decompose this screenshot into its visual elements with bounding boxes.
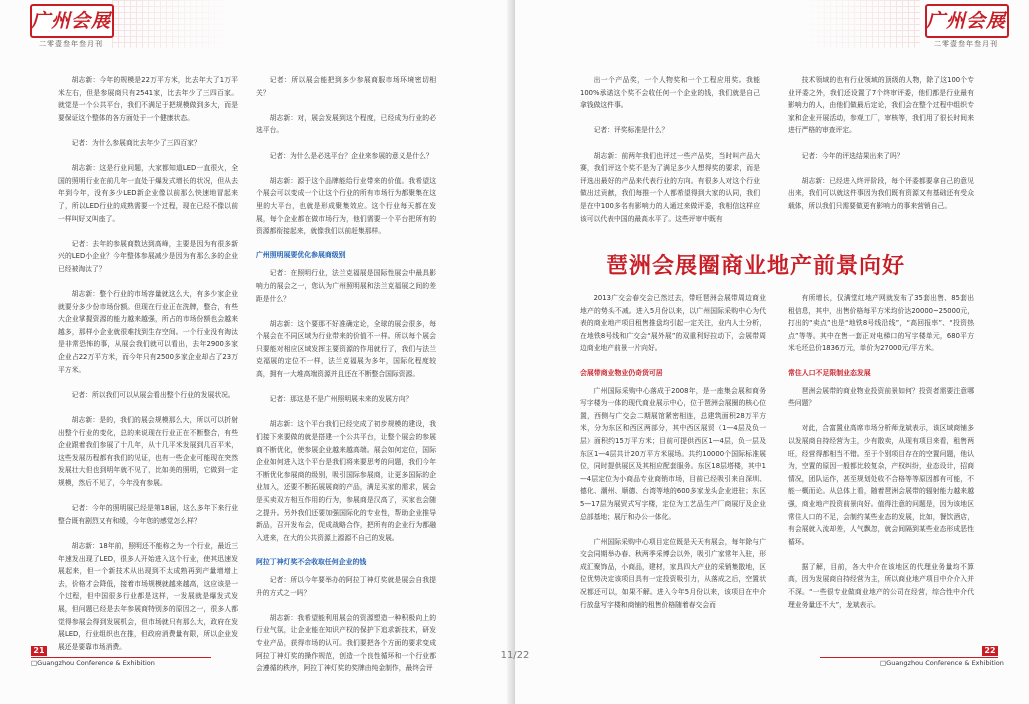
logo-text-right: 广州会展 [925, 10, 1006, 32]
article-paragraph: 记者：今年的评选结果出来了吗？ [801, 151, 904, 160]
article-paragraph: 胡志新：整个行业的市场容量就这么大，有多少家企业就要分多少份市场份额。但现在行业正在洗牌，整合，有些大企业掌握资源的能力越来越强，所占的市场份额也会越来越多，那样小企业就很难找到生存空间。一个行业没有淘汰是非常恐怖的事，从展会我们就可以看出，去年2900多家企业占22万平方米，而今年只有2500多家企业却占了23万平方米。 [58, 290, 238, 374]
article-paragraph: 记者：所以我们可以从展会看出整个行业的发展状况。 [71, 390, 235, 399]
article-paragraph: 记者：那这是不是广州照明展未来的发展方向？ [269, 395, 413, 404]
magazine-logo-right [925, 4, 1007, 50]
article-paragraph: 记者：所以展会能把到多少参展商服市场环境密切相关？ [256, 76, 436, 97]
article-paragraph: 记者：所以今年要举办的阿拉丁神灯奖就是展会自我提升的方式之一吗？ [256, 575, 436, 597]
page-number-right: 22 [982, 646, 998, 656]
article-paragraph: 胡志新：这个要那不好准确定论，全球的展会很多，每个展会在不同区域为行业带来的价值不一样。所以每个展会只要能对相应区域发挥主要资源的作用就行了，我们与法兰克福展的定位不一样，法兰克福展为多年，国际化程度较高，拥有一大堆高端资源并且还在不断整合国际资源。 [256, 319, 436, 379]
article-title: 琶洲会展圈商业地产前景向好 [606, 253, 906, 279]
header-grid-pattern [112, 0, 232, 48]
logo-subtitle-right: 二零壹叁年叁月刊 [934, 40, 998, 48]
article-paragraph: 有所增长，仅满堂红地产网就发布了35套出售、85套出租信息，其中，出售价格每平方米均价达20000~25000元，打出的“卖点”也是“地铁8号线沿线”，“高回报率”、“投资热点”等等。其中在售一套正对电梯口的写字楼单元，680平方米毛坯总价1836万元，单价为27000元/平方米。 [788, 294, 974, 353]
text-column-4-top [788, 74, 974, 224]
article-paragraph: 广州国际采购中心项目定位既是天天有展会，每年除与广交会同期举办春、秋两季采博会以外，吸引广家常年入驻，形成汇聚饰品，小商品，建材，家具四大产业的采销集散地，区位优势决定该项目具有一定投资吸引力，从落成之后，空置状况都还可以，如果不解。进入今年5月份以来，该项目在中介行放盘写字楼和商铺的租售价格随着春交会而 [580, 537, 766, 609]
article-paragraph: 记者：为什么参展商比去年少了三四百家？ [71, 138, 201, 147]
article-paragraph: 记者：评奖标准是什么？ [593, 126, 669, 135]
section-subheading: 阿拉丁神灯奖不会收取任何企业的钱 [256, 557, 367, 566]
article-paragraph: 广州国际采购中心落成于2008年，是一座集会展和商务写字楼为一体的现代商业展示中心，位于琶洲会展圈的核心位置，西侧与广交会二期展馆紧密相连，总建筑面积28万平方米，分为东区和西区两部分，其中西区展贸（1—4层及负一层）面积约15万平方米；目前可提供西区1—4层，负一层及东区1—4层共计20万平方米展场。共约10000个国际标准展位，同时提供展区及其相应配套服务。东区18层塔楼，其中1—4层定位为小商品专业商销市场，目前已经吸引来自深圳、德化、潮州、顺德、台湾等地的600多家龙头企业进驻；东区5—17层为展贸式写字楼，定位为工艺品生产厂商展厅及企业总部基地；展厅和办公一体化。 [580, 386, 766, 521]
footer-magazine-name-right: □Guangzhou Conference & Exhibition [880, 659, 1004, 667]
article-paragraph: 技术领域的也有行业领域的顶级的人物，除了这100个专业评委之外，我们还设置了7个终审评委，他们都是行业最有影响力的人，由他们做最后定论，我们会在整个过程中组织专家和企业开展活动，参观工厂，审核等，我们用了很长时间来进行严格的审查评定。 [788, 76, 974, 135]
header-grid-pattern-right [800, 0, 920, 48]
text-column-3-lower [580, 292, 766, 632]
article-paragraph: 琶洲会展带的商业物业投资前景如何？投资者需要注意哪些问题？ [788, 386, 974, 408]
article-paragraph: 胡志新：18年前，照明还不能称之为一个行业，最近三年速发出现了LED，很多人开始进入这个行业，使其迅速发展起来，但一个新技术从出现到不太成熟再到产量增增上去，价格才会降低，接着市场规模就越来越高，这应该是一个过程，但中国很多行业都是这样，一发展就是爆发式发展，但问题已经是去年参展商特别多的原因之一，很多人都觉得参展会得到发展机会，但市场就只有那么大，政府在发展LED，行业组织也在推，但政府消费量有限，所以企业发展还是要靠市场消费。 [58, 541, 238, 651]
page-number-left: 21 [31, 646, 47, 656]
footer-magazine-name-left-text: Guangzhou Conference & Exhibition [37, 659, 155, 667]
article-paragraph: 记者：今年的照明展已经是第18届，这么多年下来行业整合既有剧烈又有和缓，今年您的感觉怎么样？ [58, 504, 238, 525]
article-paragraph: 胡志新：源于这个品牌能给行业带来的价值。我希望这个展会可以变成一个让这个行业的所有市场行为都聚集在这里的大平台，也就是形成聚集效应。这个行业每天都在发展，每个企业都在做市场行为，他们需要一个平台把所有的资源都衔接起来，就像我们以前赶集那样。 [256, 176, 436, 236]
text-column-3-top [580, 74, 760, 224]
article-paragraph: 胡志新：已经进入终评阶段，每个评委都要拿自己的意见出来，我们可以就这件事因为我们既有资源又有基础还有受众载体，所以我们只需要做更有影响力的事来营销自己。 [788, 176, 974, 210]
section-subheading: 广州照明展要优化参展商级别 [256, 251, 346, 260]
article-paragraph: 胡志新：这是行业问题，大家都知道LED一直很火，全国的照明行业在前几年一直处于爆发式增长的状况，但从去年到今年，没有多少LED新企业像以前那么快速地冒起来了，所以LED行业的成熟需要一个过程，现在已经不像以前一样叫好又叫座了。 [58, 164, 238, 223]
footer-magazine-name-left: □Guangzhou Conference & Exhibition [31, 659, 155, 667]
article-paragraph: 记者：在照明行业，法兰克福展是国际性展会中最具影响力的展会之一，您认为广州照明展和法兰克福展之间的差距是什么？ [256, 269, 436, 303]
logo-text: 广州会展 [30, 10, 111, 32]
footer-rule-right [820, 657, 998, 658]
section-subheading: 常住人口不足限制业态发展 [788, 368, 871, 377]
footer-rule-left [31, 657, 211, 658]
article-paragraph: 胡志新：这个平台我们已经完成了初步规模的建设，我们接下来要做的就是搭建一个公共平台，让整个展会的参展商不断优化，使参展企业越来越高端。展会如何定位，国际企业如何进入这个平台是我们将来要思考的问题，我们今年不断优化参展商的级别，吸引国际参展商，让更多国际的企业加入，还要不断拓展展商的产品，满足买家的需求，展会是买卖双方相互作用的行为，参展商是汉高了，买家也会随之提升。另外我们还要加强国际化的专业性，帮助企业推导新品，召开发布会，促成战略合作，把所有的企业行为都融入进来，在大的公共资源上源源不自己的发展。 [256, 420, 436, 542]
viewer-page-indicator: 11/22 [500, 650, 530, 661]
magazine-logo [30, 4, 112, 50]
footer-magazine-name-right-text: Guangzhou Conference & Exhibition [886, 659, 1004, 667]
article-paragraph: 胡志新：对，展会发展到这个程度，已经成为行业的必选平台。 [256, 113, 436, 135]
article-paragraph: 对此，合富置业高席市场分析师龙斌表示，该区域商铺多以发展商自持经营为主，少有散卖，从现有项目来看，租售两旺，经营得都相当不错。至于个别项目存在的空置问题，他认为，空置的原因一般都比较复杂，产权纠纷，业态设计，招商情况，团队运作，甚至规划处收不合格等等原因都有可能，不能一概而论。从总体上看，随着琶洲会展带的辐射能力越来越强，商业地产投资前景向好。值得注意的问题是，因为该地区常住人口的不足，会制约某些业态的发展，比如，餐饮酒店，有会展就入流却差，人气飘忽，就会间隔到某些业态形成恶性循环。 [788, 424, 974, 546]
left-page [0, 0, 514, 704]
article-paragraph: 记者：为什么是必选平台？企业来参展的意义是什么？ [269, 151, 433, 160]
article-paragraph: 胡志新：我希望能利用展会的资源塑造一种积极向上的行业气氛，让企业能在知识产权的保护下追求新技术，研发专业产品，获得市场的认可。我们要把各个方面的要求变成阿拉丁神灯奖的操作规范，创造一个良性循环和一个行业都会遵循的秩序，阿拉丁神灯奖的奖牌由纯金制作，最终会评 [256, 613, 436, 673]
logo-subtitle: 二零壹叁年叁月刊 [39, 40, 103, 48]
text-column-2 [256, 74, 436, 673]
article-paragraph: 胡志新：是的，我们的展会规模那么大，所以可以折射出整个行业的变化，总的来说现在行业正在不断整合，有些企业跟着我们参展了十几年，从十几平米发展到几百平米，这些发展历程都有我们的见证，也有一些企业可能现在突然发展壮大但也到明年就不见了，比如美的照明，它做到一定规模，然后不见了，今年没有参展。 [58, 416, 238, 487]
article-paragraph: 胡志新：前两年我们也评过一些产品奖，当时叫产品大赛，我们评这个奖不是为了满足多少人想得奖的要求，而是评选出最好的产品来代表行业的方向。有很多人对这个行业做出过贡献，我们每推一个人都希望得到大家的认同，我们是在中100多名有影响力的人通过来做评委，我相信这样应该可以代表中国的最高水平了。这些评审中既有 [580, 151, 760, 223]
text-column-4-lower [788, 292, 974, 632]
article-paragraph: 2013广交会春交会已然过去，带旺琶洲会展带周边商业地产的势头不减。进入5月份以来，以广州国际采购中心为代表的商业地产项目租售推盘均引起一定关注，业内人士分析，在地铁8号线和广交会“展外展”的双重利好拉动下，会展带周边商业地产前景一片向好。 [580, 294, 766, 353]
article-paragraph: 胡志新：今年的规模是22万平方米，比去年大了1万平米左右，但是参展商只有2541家，比去年少了三四百家。就觉是一个公共平台，我们不满足于把规模做到多大，而是要保证这个整体的各方面处于一个健康状态。 [58, 76, 238, 122]
section-subheading: 会展带商业物业仍奇货可居 [580, 368, 663, 377]
article-paragraph: 出一个产品奖，一个人物奖和一个工程应用奖。我能100%承诺这个奖不会收任何一个企业的钱，我们就是自己拿钱做这件事。 [580, 76, 760, 110]
article-paragraph: 记者：去年的参展商数达到高峰，主要是因为有很多新兴的LED小企业？今年整体参展减少是因为有那么多的企业已经被淘汰了？ [58, 239, 238, 273]
text-column-1 [58, 74, 238, 651]
article-paragraph: 据了解，目前，各大中介在该地区的代理业务量均不算高，因为发展商自持经营为主，所以商业地产项目中介介入并不深。“一些很专业做商业地产的公司在经营，综合性中介代理业务量还不大”，龙斌表示。 [788, 562, 974, 609]
